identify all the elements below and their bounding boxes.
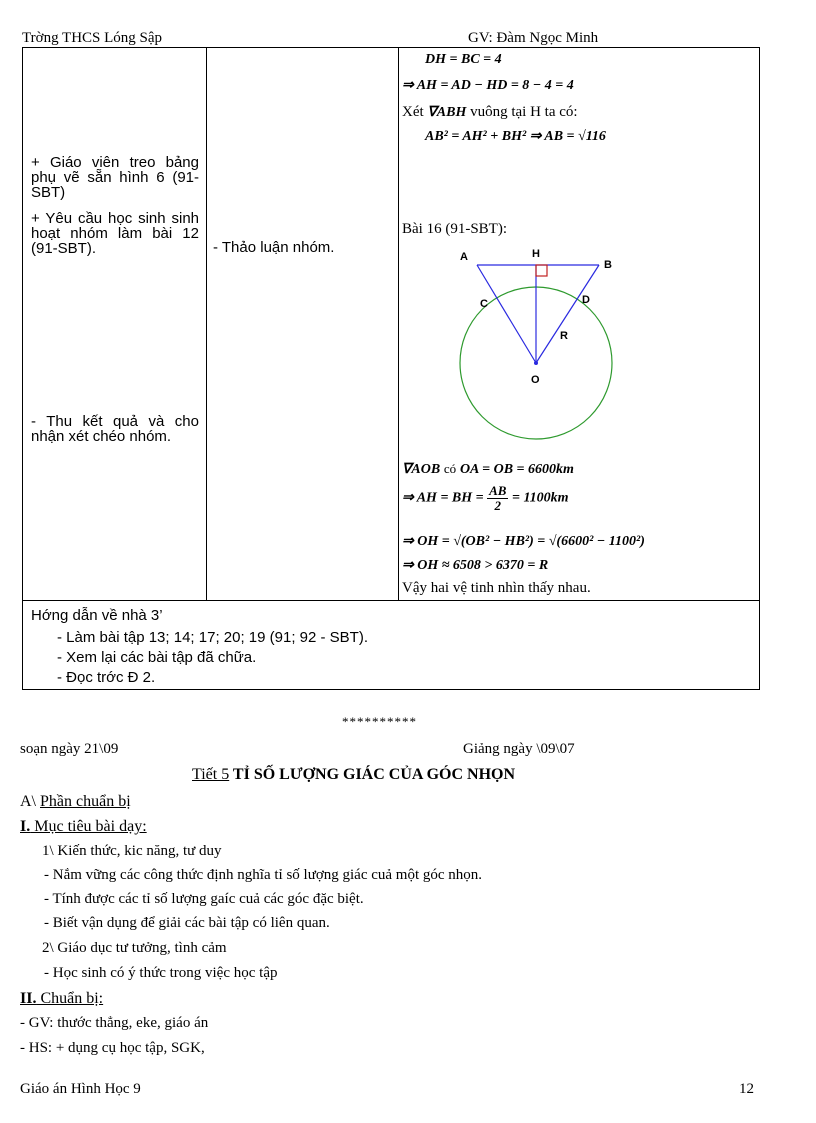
bai16-figure bbox=[434, 243, 634, 443]
lesson-number: Tiết 5 bbox=[192, 766, 230, 783]
muc-tieu-2: - Nắm vững các công thức định nghĩa tỉ số lượng giác cuả một góc nhọn. bbox=[44, 867, 483, 883]
bai16-title: Bài 16 (91-SBT): bbox=[402, 221, 507, 237]
chuan-bi-gv: - GV: thước thẳng, eke, giáo án bbox=[20, 1015, 209, 1031]
triangle-abh: ∇ABH bbox=[427, 105, 467, 120]
label-h: H bbox=[532, 248, 540, 260]
muc-tieu-3: - Tính được các tỉ số lượng gaíc cuả các góc đặc biệt. bbox=[44, 891, 364, 907]
conclusion: Vậy hai vệ tinh nhìn thấy nhau. bbox=[402, 580, 591, 596]
eq-ab: AB² = AH² + BH² ⇒ AB = √116 bbox=[425, 129, 606, 144]
teacher-step-1: + Giáo viên treo bảng phụ vẽ sẵn hình 6 (91-SBT) bbox=[31, 154, 199, 201]
header-school: Trờng THCS Lóng Sập bbox=[22, 30, 163, 46]
muc-tieu-5: 2\ Giáo dục tư tưởng, tình cảm bbox=[42, 940, 227, 956]
label-c: C bbox=[480, 298, 488, 310]
frac-num: AB bbox=[489, 483, 507, 498]
label-d: D bbox=[582, 294, 590, 306]
xet-abh bbox=[402, 104, 578, 121]
ab-over-2 bbox=[487, 484, 508, 513]
teacher-step-2: + Yêu cầu học sinh sinh hoạt nhóm làm bài 12 (91-SBT). bbox=[31, 210, 199, 257]
aob-line bbox=[402, 461, 574, 478]
section-ii-num: II. bbox=[20, 990, 37, 1007]
section-a bbox=[20, 793, 131, 811]
section-ii bbox=[20, 990, 103, 1008]
page-number: 12 bbox=[739, 1081, 754, 1097]
eq-dh: DH = BC = 4 bbox=[425, 52, 502, 67]
section-a-prefix: A\ bbox=[20, 793, 40, 810]
homework-item-1: - Làm bài tập 13; 14; 17; 20; 19 (91; 92 - SBT). bbox=[57, 629, 369, 646]
lesson-name: TỈ SỐ LƯỢNG GIÁC CỦA GÓC NHỌN bbox=[229, 766, 516, 783]
footer-title: Giáo án Hình Học 9 bbox=[20, 1081, 141, 1097]
lesson-title bbox=[192, 766, 515, 784]
ah-left: ⇒ AH = BH = bbox=[402, 490, 484, 506]
segment-ao bbox=[477, 265, 536, 363]
muc-tieu-4: - Biết vận dụng để giải các bài tập có liên quan. bbox=[44, 915, 330, 931]
ah-right: = 1100km bbox=[511, 490, 569, 506]
header-teacher: GV: Đàm Ngọc Minh bbox=[468, 30, 599, 46]
section-a-title: Phần chuẩn bị bbox=[40, 793, 131, 810]
muc-tieu-6: - Học sinh có ý thức trong việc học tập bbox=[44, 965, 278, 981]
aob-co: có bbox=[443, 461, 457, 476]
label-o: O bbox=[531, 374, 540, 386]
eq-ah: ⇒ AH = AD − HD = 8 − 4 = 4 bbox=[402, 78, 574, 93]
triangle-aob: ∇AOB bbox=[402, 462, 441, 477]
homework-title: Hớng dẫn về nhà 3’ bbox=[31, 607, 163, 624]
section-i-title: Mục tiêu bài dạy: bbox=[30, 818, 147, 835]
content-cell bbox=[399, 48, 760, 601]
label-a: A bbox=[460, 251, 468, 263]
frac-den: 2 bbox=[494, 498, 502, 513]
section-i-num: I. bbox=[20, 818, 31, 835]
eq-oh-1: ⇒ OH = √(OB² − HB²) = √(6600² − 1100²) bbox=[402, 534, 645, 549]
teacher-activity-cell bbox=[23, 48, 207, 601]
soan-ngay: soạn ngày 21\09 bbox=[20, 741, 119, 757]
homework-item-2: - Xem lại các bài tập đã chữa. bbox=[57, 649, 257, 666]
eq-oa-ob: OA = OB = 6600km bbox=[459, 462, 574, 477]
xet-suffix: vuông tại H ta có: bbox=[470, 104, 578, 120]
right-angle-mark bbox=[536, 265, 547, 276]
student-step-1: - Thảo luận nhóm. bbox=[213, 239, 335, 256]
student-activity-cell bbox=[207, 48, 399, 601]
section-i bbox=[20, 818, 147, 836]
label-r: R bbox=[560, 330, 568, 342]
lesson-table bbox=[22, 47, 760, 690]
giang-ngay: Giảng ngày \09\07 bbox=[463, 741, 575, 757]
eq-oh-2: ⇒ OH ≈ 6508 > 6370 = R bbox=[402, 558, 549, 573]
separator-stars: ********** bbox=[342, 714, 417, 729]
point-o bbox=[534, 361, 538, 365]
xet-prefix: Xét bbox=[402, 104, 424, 120]
label-b: B bbox=[604, 259, 612, 271]
segment-bo bbox=[536, 265, 599, 363]
chuan-bi-hs: - HS: + dụng cụ học tập, SGK, bbox=[20, 1040, 205, 1056]
homework-cell bbox=[23, 601, 760, 690]
eq-ah-bh bbox=[402, 484, 569, 513]
teacher-step-3: - Thu kết quả và cho nhận xét chéo nhóm. bbox=[31, 413, 199, 445]
muc-tieu-1: 1\ Kiến thức, kic năng, tư duy bbox=[42, 843, 222, 859]
homework-item-3: - Đọc trớc Đ 2. bbox=[57, 669, 156, 686]
section-ii-title: Chuẩn bị: bbox=[36, 990, 104, 1007]
